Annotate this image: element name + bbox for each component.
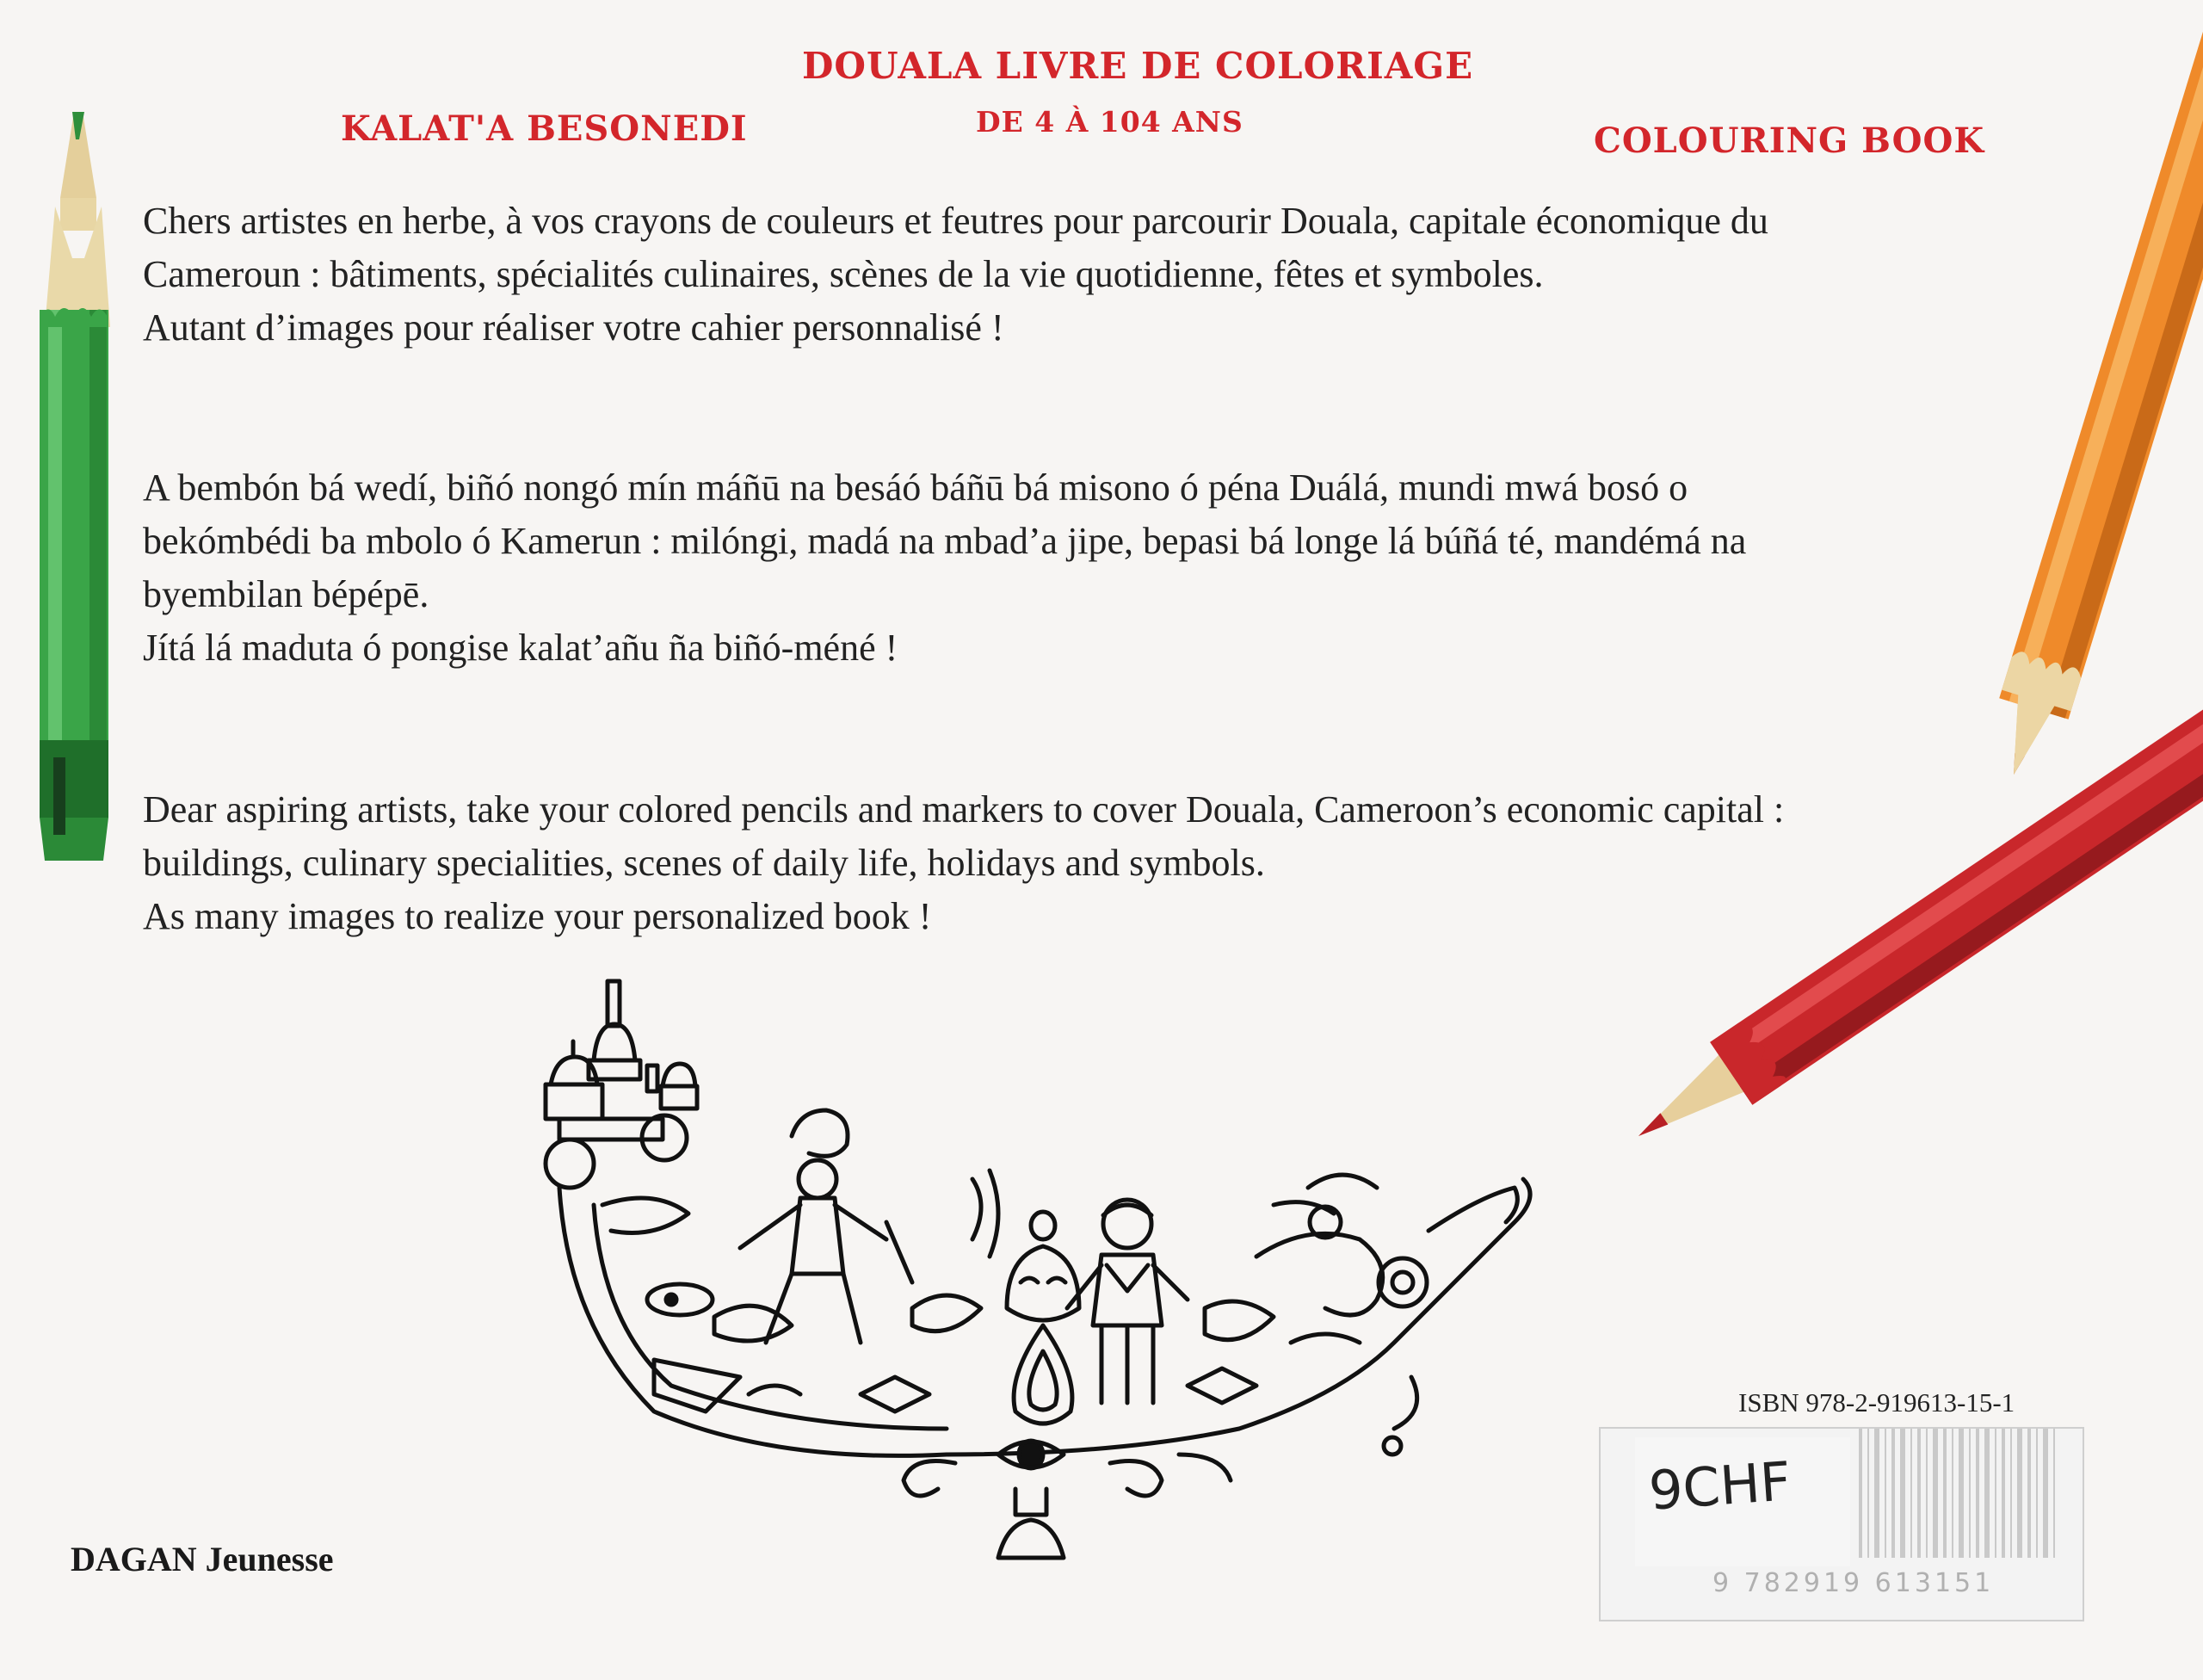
text-line: bekómbédi ba mbolo ó Kamerun : milóngi, madá na mbad’a jipe, bepasi bá longe lá búñá té, mandémá na [143,520,1747,562]
book-title: DOUALA LIVRE DE COLORIAGE [802,45,1474,87]
publisher-name: DAGAN Jeunesse [71,1540,334,1578]
text-line: Cameroun : bâtiments, spécialités culinaires, scènes de la vie quotidienne, fêtes et symboles. [143,253,1544,295]
english-title: COLOURING BOOK [1594,120,1985,161]
text-line: Jítá lá maduta ó pongise kalat’añu ña biñó-méné ! [143,627,898,669]
duala-title: KALAT'A BESONEDI [341,108,748,149]
isbn-label: ISBN 978-2-919613-15-1 [1738,1387,2015,1418]
text-line: Chers artistes en herbe, à vos crayons de couleurs et feutres pour parcourir Douala, capitale économique du [143,200,1768,242]
text-line: buildings, culinary specialities, scenes of daily life, holidays and symbols. [143,842,1265,884]
barcode-digits: 9 782919 613151 [1712,1568,1995,1598]
age-range: DE 4 À 104 ANS [976,105,1243,139]
text-line: Autant d’images pour réaliser votre cahier personnalisé ! [143,306,1004,349]
text-line: Dear aspiring artists, take your colored pencils and markers to cover Douala, Cameroon’s economic capital : [143,788,1785,831]
text-line: As many images to realize your personalized book ! [143,895,932,937]
text-line: byembilan bépépē. [143,573,429,615]
price-sticker: 9CHF [1646,1449,1793,1522]
text-line: A bembón bá wedí, biñó nongó mín máñū na besáó báñū bá misono ó péna Duálá, mundi mwá bosó o [143,466,1688,509]
